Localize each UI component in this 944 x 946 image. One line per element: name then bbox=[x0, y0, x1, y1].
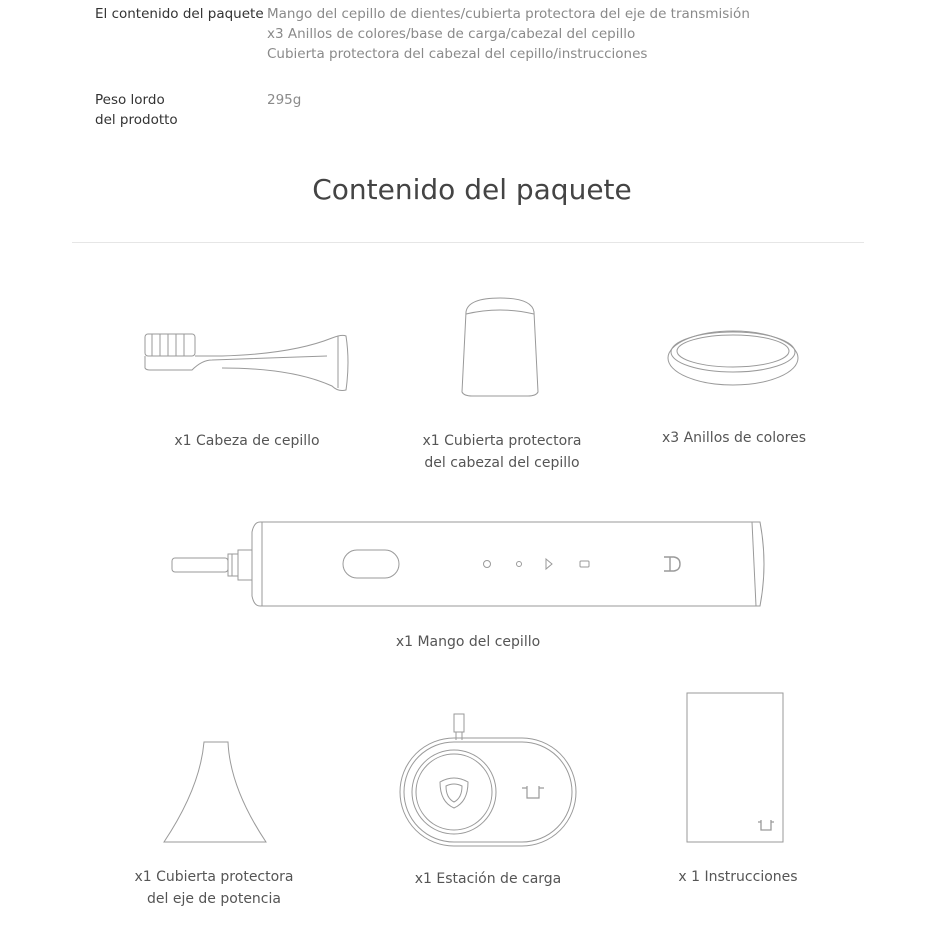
handle-caption bbox=[368, 631, 568, 653]
brush-head-illustration bbox=[142, 330, 354, 394]
charging-station-caption bbox=[388, 868, 588, 890]
caption-line: x3 Anillos de colores bbox=[661, 430, 807, 446]
head-cover-illustration bbox=[458, 296, 542, 398]
spec-value-line: Cubierta protectora del cabezal del cepillo/instrucciones bbox=[267, 46, 648, 62]
spec-label: Peso lordo del prodotto bbox=[95, 92, 178, 128]
caption-line: x 1 Instrucciones bbox=[678, 869, 798, 885]
head-cover-caption bbox=[400, 430, 604, 474]
shaft-cover-caption bbox=[114, 866, 314, 910]
caption-line: x1 Cabeza de cepillo bbox=[174, 433, 320, 449]
instructions-caption bbox=[638, 866, 838, 888]
spec-value-line: x3 Anillos de colores/base de carga/cabezal del cepillo bbox=[267, 26, 636, 42]
shaft-cover-illustration bbox=[160, 738, 270, 848]
caption-line: x1 Estación de carga bbox=[414, 871, 562, 887]
color-rings-caption bbox=[634, 427, 834, 449]
charging-station-illustration bbox=[396, 710, 580, 850]
spec-value bbox=[267, 4, 750, 64]
caption-line: x1 Mango del cepillo bbox=[395, 634, 541, 650]
spec-label: El contenido del paquete bbox=[95, 6, 264, 22]
caption-line: del eje de potencia bbox=[147, 891, 281, 907]
instructions-booklet-illustration bbox=[684, 690, 788, 846]
spec-value bbox=[267, 90, 301, 110]
section-title: Contenido del paquete bbox=[312, 173, 632, 206]
caption-line: del cabezal del cepillo bbox=[424, 455, 580, 471]
spec-value-line: Mango del cepillo de dientes/cubierta protectora del eje de transmisión bbox=[267, 6, 750, 22]
mi-logo-icon bbox=[758, 820, 774, 830]
caption-line: x1 Cubierta protectora bbox=[422, 433, 582, 449]
color-ring-illustration bbox=[664, 328, 802, 390]
handle-illustration bbox=[168, 518, 772, 610]
caption-line: x1 Cubierta protectora bbox=[134, 869, 294, 885]
spec-value-line: 295g bbox=[267, 92, 302, 108]
section-divider bbox=[72, 242, 864, 243]
brush-head-caption bbox=[147, 430, 347, 452]
